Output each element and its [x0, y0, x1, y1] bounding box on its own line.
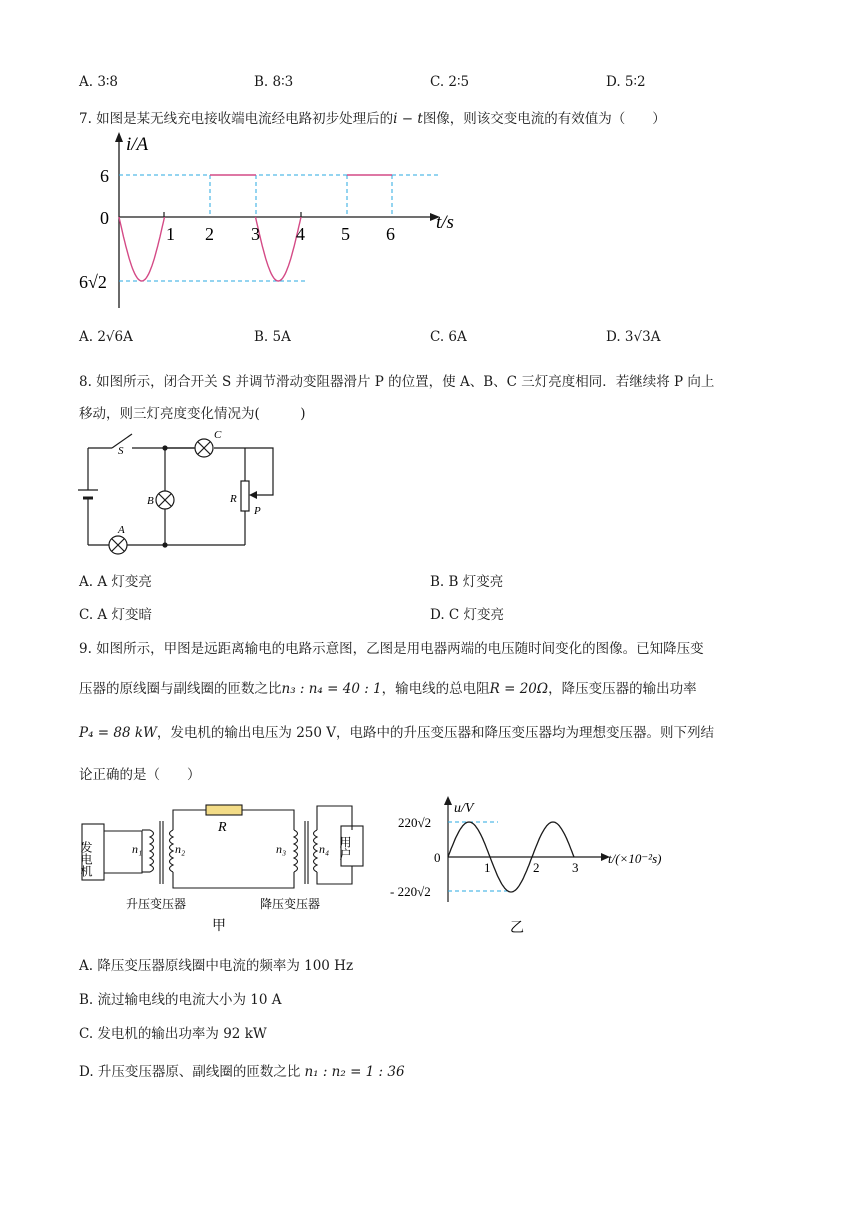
q9-yi-origin: 0: [434, 850, 441, 865]
q9-label-n1: n₁: [132, 842, 143, 856]
q9-coil-n1: [150, 830, 154, 872]
q7-option-b: B. 5A: [254, 329, 291, 345]
q9-line2: [79, 677, 697, 697]
q9-line-top-right: [242, 810, 294, 830]
q9-option-c: C. 发电机的输出功率为 92 kW: [79, 1026, 267, 1042]
q7-stem: [79, 107, 666, 127]
q7-x-tick-2: 2: [205, 224, 214, 244]
q7-y-tick-6: 6: [100, 166, 109, 186]
q7-y-tick-6root2: 6√2: [79, 272, 107, 292]
q9-line2-text: 压器的原线圈与副线圈的匝数之比: [79, 681, 282, 697]
q8-junction-top: [162, 445, 167, 450]
q7-x-tick-6: 6: [386, 224, 395, 244]
q8-label-a: A: [118, 524, 125, 536]
q9-line3-text: ，发电机的输出电压为 250 V，电路中的升压变压器和降压变压器均为理想变压器。则下列结: [156, 725, 715, 741]
q9-caption-yi: 乙: [510, 921, 524, 936]
q9-step-up-label: 升压变压器: [126, 897, 187, 911]
q9-option-b: B. 流过输电线的电流大小为 10 A: [79, 992, 282, 1008]
q9-resistor-r: [206, 805, 242, 815]
q6-option-a: A. 3∶8: [79, 74, 119, 90]
q6-option-d: D. 5∶2: [606, 74, 646, 90]
q9-option-d-text: D. 升压变压器原、副线圈的匝数之比: [79, 1064, 301, 1080]
q9-line1: 9. 如图所示，甲图是远距离输电的电路示意图，乙图是用电器两端的电压随时间变化的图像。已知降压变: [79, 641, 704, 657]
q7-x-tick-3: 3: [251, 224, 260, 244]
q9-coil-n2: [170, 830, 174, 872]
q8-label-s: S: [118, 445, 124, 457]
q9-yi-y-arrow: [444, 796, 452, 805]
q9-generator-char1: 发电机: [79, 841, 93, 877]
q7-x-tick-5: 5: [341, 224, 350, 244]
q9-option-d-math: n₁ : n₂ = 1 : 36: [304, 1064, 405, 1080]
q9-line3: [79, 721, 714, 741]
q7-x-label: t/s: [436, 212, 454, 233]
q9-line2-text3: ，降压变压器的输出功率: [548, 681, 697, 697]
q9-resistance: R = 20Ω: [489, 681, 549, 697]
q9-yi-x-tick-3: 3: [572, 860, 579, 875]
q8-label-b: B: [147, 495, 154, 507]
q7-current-graph: [70, 128, 460, 313]
q8-junction-bottom: [162, 542, 167, 547]
q8-circuit-diagram: [70, 428, 290, 556]
q9-yi-x-tick-1: 1: [484, 860, 491, 875]
q9-line2-text2: ，输电线的总电阻: [381, 681, 490, 697]
q9-line-bottom: [173, 872, 294, 888]
q8-slider-arrow: [249, 491, 257, 499]
q9-coil-n4: [314, 830, 318, 872]
q9-label-n4: n₄: [319, 842, 330, 856]
q9-option-d: [79, 1060, 405, 1080]
q9-option-a: A. 降压变压器原线圈中电流的频率为 100 Hz: [79, 958, 354, 974]
q8-label-p: P: [254, 505, 261, 517]
q9-yi-y-bottom: - 220√2: [390, 884, 431, 899]
q7-y-arrow: [115, 132, 123, 142]
q7-x-tick-4: 4: [296, 224, 305, 244]
q9-yi-x-tick-2: 2: [533, 860, 540, 875]
q7-stem-text-end: 图像，则该交变电流的有效值为（ ）: [422, 111, 666, 127]
q9-user-label: 用户: [338, 836, 352, 860]
q9-label-r: R: [218, 820, 227, 835]
q8-label-r: R: [230, 493, 237, 505]
q6-option-b: B. 8∶3: [254, 74, 294, 90]
q9-yi-y-label: u/V: [454, 801, 474, 816]
q9-label-n2: n₂: [175, 842, 186, 856]
q7-half-sine-1: [119, 217, 165, 281]
q7-option-d: D. 3√3A: [606, 329, 661, 345]
q9-figure-jia: [74, 796, 364, 936]
q9-line-top-left: [173, 810, 206, 830]
q9-caption-jia: 甲: [212, 919, 226, 934]
q7-origin: 0: [100, 208, 109, 228]
q7-stem-text: 7. 如图是某无线充电接收端电流经电路初步处理后的: [79, 111, 394, 127]
q8-stem-line1: 8. 如图所示，闭合开关 S 并调节滑动变阻器滑片 P 的位置，使 A、B、C 三灯亮度相同．若继续将 P 向上: [79, 374, 715, 390]
q7-y-label: i/A: [126, 134, 149, 155]
q8-option-b: B. B 灯变亮: [430, 574, 504, 590]
q9-label-n3: n₃: [276, 842, 287, 856]
q8-option-a: A. A 灯变亮: [79, 574, 152, 590]
q7-option-a: A. 2√6A: [79, 329, 133, 345]
q9-turns-ratio: n₃ : n₄ = 40 : 1: [281, 681, 382, 697]
q6-option-c: C. 2∶5: [430, 74, 470, 90]
q9-step-down-label: 降压变压器: [260, 897, 321, 911]
q7-x-tick-1: 1: [166, 224, 175, 244]
q9-line4: 论正确的是（ ）: [79, 767, 201, 783]
q8-stem-line2: 移动，则三灯亮度变化情况为( ): [79, 406, 306, 422]
q9-figure-yi: [388, 792, 688, 938]
q8-option-c: C. A 灯变暗: [79, 607, 152, 623]
q9-power: P₄ = 88 kW: [79, 725, 157, 741]
q7-option-c: C. 6A: [430, 329, 467, 345]
q9-coil-n3: [294, 830, 298, 872]
q9-yi-y-top: 220√2: [398, 815, 432, 830]
q8-label-c: C: [214, 429, 222, 441]
q9-user-loop-bottom: [317, 866, 352, 884]
q7-stem-variable: i − t: [393, 111, 423, 127]
q9-yi-x-label: t/(×10⁻²s): [608, 851, 662, 866]
q8-option-d: D. C 灯变亮: [430, 607, 505, 623]
q8-rheostat: [241, 481, 249, 511]
q7-half-sine-2: [256, 217, 302, 281]
